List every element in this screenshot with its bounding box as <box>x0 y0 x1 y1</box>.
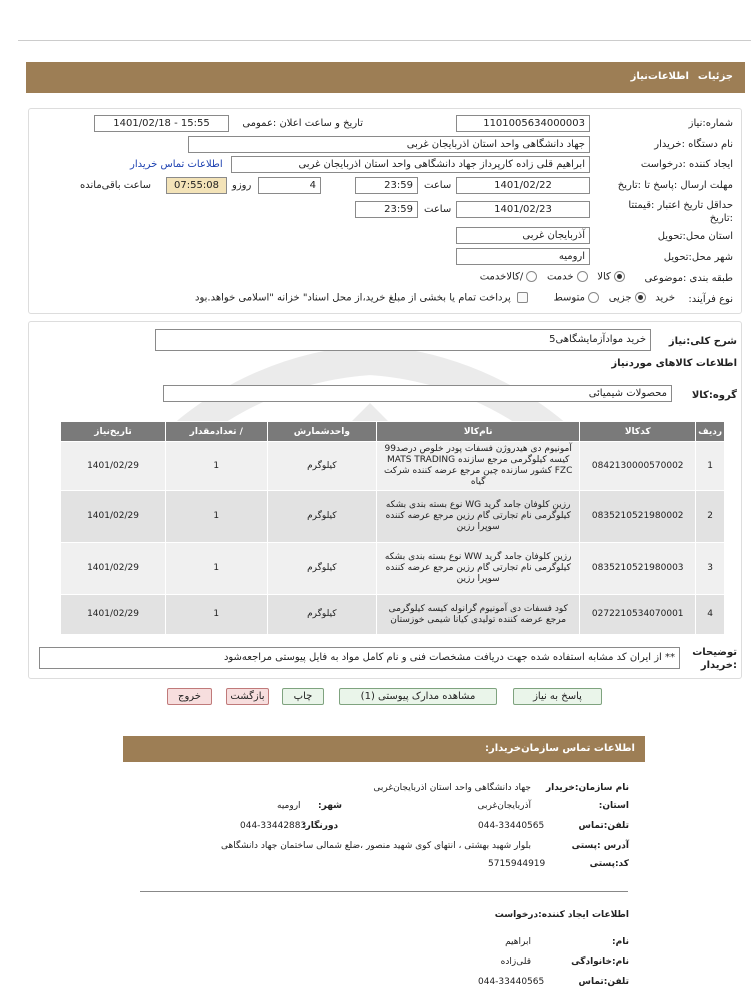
header-bar <box>26 62 745 93</box>
days-label: روزو <box>232 180 252 191</box>
cat-service-label: خدمت <box>546 271 574 283</box>
deadline-date-field[interactable]: 1401/02/22 <box>456 177 590 194</box>
cat-goods-label: کالا <box>597 271 611 283</box>
city-field[interactable]: ارومیه <box>456 248 590 265</box>
phone-label: تلفن:تماس <box>578 821 629 831</box>
validity-time-label: ساعت <box>424 204 452 215</box>
goods-table <box>60 421 725 635</box>
cell-name: کود فسفات دی آمونیوم گرانوله کیسه کیلوگرمی مرجع عرضه کننده تولیدی کیانا شیمی خوزستان <box>377 595 580 635</box>
cell-qty: 1 <box>166 543 268 595</box>
buyer-label: نام دستگاه :خریدار <box>654 139 733 150</box>
col-name: نام‌کالا <box>377 422 580 442</box>
process-options <box>195 292 675 304</box>
category-label: طبقه بندی :موضوعی <box>644 273 733 284</box>
summary-label: شرح کلی:نیاز <box>668 336 737 347</box>
buyer-notes-field: ** از ایران کد مشابه استفاده شده جهت دریافت مشخصات فنی و نام کامل مواد به فایل پیوستی مراجعه‌شود <box>39 647 680 669</box>
cell-date: 1401/02/29 <box>61 543 166 595</box>
postal-label: کد:پستی <box>589 859 629 869</box>
contact-city-label: شهر: <box>318 801 342 811</box>
province-label: استان محل:تحویل <box>657 231 733 242</box>
remaining-label: ساعت باقی‌مانده <box>80 180 152 191</box>
proc-partial-label: جزیی <box>608 292 632 304</box>
cat-goods-service-label: /کالاخدمت <box>479 271 524 283</box>
creator-family-value: قلی‌زاده <box>500 957 531 967</box>
contact-province-label: استان: <box>598 801 629 811</box>
cat-service-radio[interactable] <box>577 271 588 282</box>
cell-date: 1401/02/29 <box>61 595 166 635</box>
process-label: نوع فرآیند: <box>688 294 733 305</box>
days-field[interactable]: 4 <box>258 177 321 194</box>
contact-divider <box>140 891 628 892</box>
address-label: آدرس :پستی <box>571 841 629 851</box>
cell-code: 0272210534070001 <box>580 595 696 635</box>
cell-name: رزین کلوفان جامد گرید WW نوع بسته بندی بشکه کیلوگرمی نام تجارتی گام رزین مرجع عرضه کننده سوپرا رزین <box>377 543 580 595</box>
fax-value: 044-33442883 <box>240 821 307 831</box>
cell-qty: 1 <box>166 491 268 543</box>
cat-goods-service-radio[interactable] <box>526 271 537 282</box>
cell-unit: کیلوگرم <box>267 543 377 595</box>
deadline-label: مهلت ارسال :پاسخ تا :تاریخ <box>617 180 733 191</box>
summary-field[interactable]: خرید موادآزمایشگاهی5 <box>155 329 651 351</box>
org-label: نام سازمان:خریدار <box>545 783 629 793</box>
cell-date: 1401/02/29 <box>61 442 166 491</box>
cell-code: 0835210521980002 <box>580 491 696 543</box>
remaining-time-field: 07:55:08 <box>166 177 227 194</box>
tab-need-info[interactable]: اطلاعات‌نیاز <box>630 71 689 82</box>
table-row[interactable] <box>61 543 725 595</box>
group-field[interactable]: محصولات شیمیائی <box>163 385 672 402</box>
cell-qty: 1 <box>166 442 268 491</box>
cell-name: رزین کلوفان جامد گرید WG نوع بسته بندی بشکه کیلوگرمی نام تجارتی گام رزین مرجع عرضه کننده سوپرا رزین <box>377 491 580 543</box>
validity-date-field[interactable]: 1401/02/23 <box>456 201 590 218</box>
reply-button[interactable]: پاسخ به نیاز <box>513 688 602 705</box>
creator-info-title: اطلاعات ایجاد کننده:درخواست <box>494 910 629 920</box>
payment-note: پرداخت تمام یا بخشی از مبلغ خرید،از محل اسناد" خزانه "اسلامی خواهد.بود <box>195 292 511 304</box>
print-button[interactable]: چاپ <box>282 688 324 705</box>
contact-province-value: آذربایجان‌غربی <box>477 801 531 811</box>
announce-field[interactable]: 1401/02/18 - 15:55 <box>94 115 229 132</box>
creator-label: ایجاد کننده :درخواست <box>640 159 733 170</box>
fax-label: دورنگار: <box>302 821 339 831</box>
creator-family-label: نام:خانوادگی <box>571 957 629 967</box>
proc-buy-label: خرید <box>655 292 675 304</box>
category-options <box>480 271 625 283</box>
proc-partial-radio[interactable] <box>635 292 646 303</box>
need-number-field[interactable]: 1101005634000003 <box>456 115 590 132</box>
contact-city-value: ارومیه <box>277 801 301 811</box>
province-field[interactable]: آذربایجان غربی <box>456 227 590 244</box>
cat-goods-radio[interactable] <box>614 271 625 282</box>
goods-info-title: اطلاعات کالاهای موردنیاز <box>611 358 737 369</box>
col-row: ردیف <box>696 422 725 442</box>
creator-phone-value: 044-33440565 <box>478 977 545 987</box>
address-value: بلوار شهید بهشتی ، انتهای کوی شهید منصور ،ضلع شمالی ساختمان جهاد دانشگاهی <box>221 841 531 851</box>
col-code: کدکالا <box>580 422 696 442</box>
cell-unit: کیلوگرم <box>267 442 377 491</box>
buyer-notes-label: توضیحات :خریدار <box>692 647 737 671</box>
creator-field[interactable]: ابراهیم قلی زاده کارپرداز جهاد دانشگاهی واحد استان اذربایجان غربی <box>231 156 590 173</box>
cell-row: 4 <box>696 595 725 635</box>
deadline-time-label: ساعت <box>424 180 452 191</box>
cell-row: 2 <box>696 491 725 543</box>
col-unit: واحدشمارش <box>267 422 377 442</box>
min-validity-label: حداقل تاریخ اعتبار :قیمتتا :تاریخ <box>628 200 733 224</box>
cell-row: 1 <box>696 442 725 491</box>
contact-header-bar <box>123 736 645 762</box>
creator-name-value: ابراهیم <box>505 937 531 947</box>
cell-unit: کیلوگرم <box>267 491 377 543</box>
cell-code: 0842130000570002 <box>580 442 696 491</box>
treasury-checkbox[interactable] <box>517 292 528 303</box>
validity-time-field[interactable]: 23:59 <box>355 201 418 218</box>
table-row[interactable] <box>61 442 725 491</box>
cell-row: 3 <box>696 543 725 595</box>
exit-button[interactable]: خروج <box>167 688 212 705</box>
creator-phone-label: تلفن:تماس <box>578 977 629 987</box>
table-header-row <box>61 422 725 442</box>
contact-buyer-link[interactable]: اطلاعات تماس خریدار <box>130 159 223 170</box>
cell-code: 0835210521980003 <box>580 543 696 595</box>
buyer-field[interactable]: جهاد دانشگاهی واحد استان اذربایجان غربی <box>188 136 590 153</box>
city-label: شهر محل:تحویل <box>663 252 733 263</box>
phone-value: 044-33440565 <box>478 821 545 831</box>
postal-value: 5715944919 <box>488 859 546 869</box>
announce-label: تاریخ و ساعت اعلان :عمومی <box>242 118 363 129</box>
attachments-button[interactable]: مشاهده مدارک پیوستی (1) <box>339 688 497 705</box>
table-row[interactable] <box>61 491 725 543</box>
creator-name-label: نام: <box>612 937 629 947</box>
cell-date: 1401/02/29 <box>61 491 166 543</box>
col-qty: / تعدادمقدار <box>166 422 268 442</box>
need-number-label: شماره:نیاز <box>688 118 733 129</box>
cell-qty: 1 <box>166 595 268 635</box>
deadline-time-field[interactable]: 23:59 <box>355 177 418 194</box>
proc-medium-label: متوسط <box>553 292 585 304</box>
top-divider <box>18 40 751 41</box>
contact-title: اطلاعات تماس سازمان‌خریدار: <box>484 743 635 754</box>
table-row[interactable] <box>61 595 725 635</box>
group-label: گروه:کالا <box>691 390 737 401</box>
cell-name: آمونیوم دی هیدروژن فسفات پودر خلوص درصد99 کیسه کیلوگرمی مرجع سازنده MATS TRADING FZC کشور سازنده چین مرجع عرضه کننده شرکت گیاه <box>377 442 580 491</box>
back-button[interactable]: بازگشت <box>226 688 269 705</box>
tab-details[interactable]: جزئیات <box>697 71 733 82</box>
cell-unit: کیلوگرم <box>267 595 377 635</box>
org-value: جهاد دانشگاهی واحد استان اذربایجان‌غربی <box>373 783 531 793</box>
proc-medium-radio[interactable] <box>588 292 599 303</box>
col-date: تاریخ‌نیاز <box>61 422 166 442</box>
